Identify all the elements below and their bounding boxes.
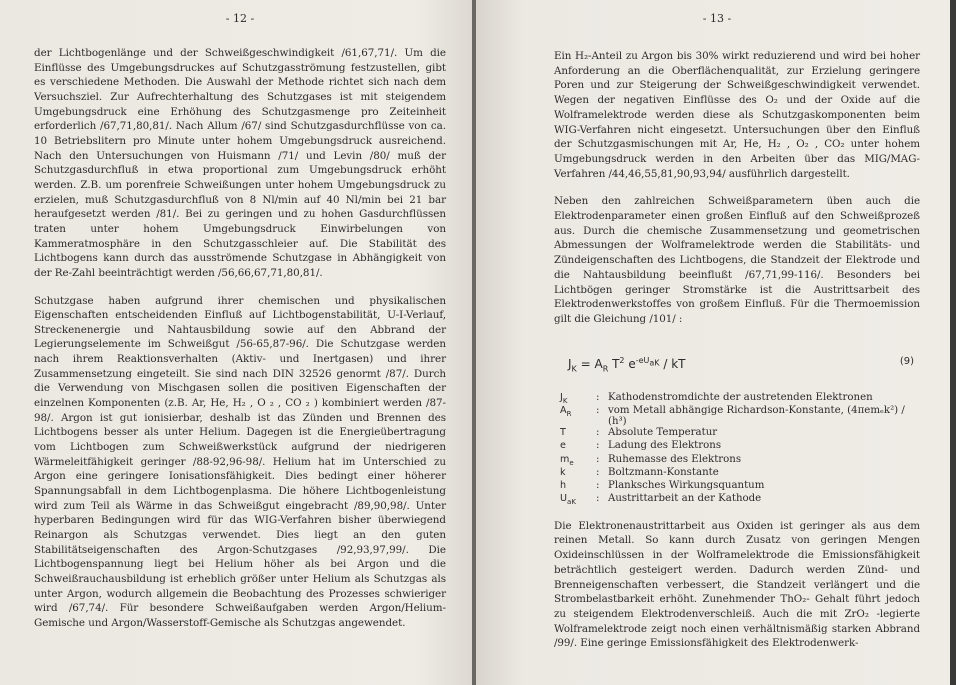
symbol-description: Austrittarbeit an der Kathode [608,493,762,505]
symbol-row [560,440,920,453]
page-number: - 12 - [225,12,255,25]
symbol-separator: : [596,426,600,438]
thermoemission-equation [554,340,920,388]
symbol-separator: : [596,493,600,505]
symbol: $U_{aK}$ [560,493,576,507]
paragraph: der Lichtbogenlänge und der Schweißgeschwindigkeit /61,67,71/. Um die Einflüsse des Umgebungsdruckes auf Schutzgasströmung festzustellen, gibt es verschiedene Methoden. Die Auswahl der Methode richtet sich nach dem Versuchsziel. Zur Aufrechterhaltung des Schutzgases ist mit steigendem Umgebungsdruck eine Erhöhung des Schutzgasmenge pro Zeiteinheit erforderlich /67,71,80,81/. Nach Allum /67/ sind Schutzgasdurchflüsse von ca. 10 Betriebslitern pro Minute unter hohem Umgebungsdruck ausreichend. Nach den Untersuchungen von Huismann /71/ und Levin /80/ muß der Schutzgasdurchfluß in etwa proportional zum Umgebungsdruck erhöht werden. Z.B. um porenfreie Schweißungen unter hohem Umgebungsdruck zu erzielen, muß Schutzgasdurchfluß von 8 Nl/min auf 40 Nl/min bei 21 bar heraufgesetzt werden /81/. Bei zu geringen und zu hohen Gasdurchflüssen traten unter hohem Umgebungsdruck Einwirbelungen von Kammeratmosphäre in den Schutzgasschleier auf. Die Stabilität des Lichtbogens kann durch das ausströmende Schutzgase in Abhängigkeit von der Re-Zahl beeinträchtigt werden /56,66,67,71,80,81/. [34,47,446,279]
symbol: $A_R$ [560,404,572,418]
symbol-separator: : [596,391,600,403]
symbol-description: Kathodenstromdichte der austretenden Elektronen [608,391,873,403]
symbol-description: Planksches Wirkungsquantum [608,480,765,492]
symbol-row [560,467,920,480]
symbol-row [560,454,920,467]
symbol-description: Boltzmann-Konstante [608,466,719,478]
symbol-row [560,480,920,493]
symbol: $m_e$ [560,453,574,467]
symbol-description: vom Metall abhängige Richardson-Konstante, (4πemₑk²) / (h³) [608,404,905,427]
symbol: k [560,466,566,478]
paragraph: Ein H₂-Anteil zu Argon bis 30% wirkt reduzierend und wird bei hoher Anforderung an die Oberflächenqualität, zur Erzielung geringere Poren und zur Steigerung der Schweißgeschwindigkeit verwendet. Wegen der negativen Einflüsse des O₂ und der Oxide auf die Wolframelektrode werden diese als Schutzgaskomponenten beim WIG-Verfahren nicht eingesetzt. Untersuchungen über den Einfluß der Schutzgasmischungen mit Ar, He, H₂ , O₂ , CO₂ unter hohem Umgebungsdruck werden in den Arbeiten über das MIG/MAG-Verfahren /44,46,55,81,90,93,94/ ausführlich dargestellt. [554,50,920,180]
paragraph: Schutzgase haben aufgrund ihrer chemischen und physikalischen Eigenschaften entscheidenden Einfluß auf Lichtbogenstabilität, U-I-Verlauf, Streckenenergie und Nahtausbildung sowie auf den Abbrand der Legierungselemente im Schweißgut /56-65,87-96/. Die Schutzgase werden nach ihrem Reaktionsverhalten (Aktiv- und Inertgasen) und ihrer Zusammensetzung eingeteilt. Sie sind nach DIN 32526 genormt /87/. Durch die Verwendung von Mischgasen sollen die positiven Eigenschaften der einzelnen Komponenten (z.B. Ar, He, H₂ , O ₂ , CO ₂ ) kombiniert werden /87-98/. Argon ist gut ionisierbar, deshalb ist das Zünden und Brennen des Lichtbogens besser als unter Helium. Dagegen ist die Energieübertragung vom Lichtbogen zum Schweißwerkstück aufgrund der niedrigeren Wärmeleitfähigkeit geringer /88-92,96-98/. Helium hat im Unterschied zu Argon eine geringere Ionisationsfähigkeit. Dies bedingt einer höherer Spannungsabfall in dem Lichtbogenplasma. Die höhere Lichtbogenleistung wird zum Teil als Wärme in das Schweißgut eingebracht /89,90,98/. Unter hyperbaren Bedingungen wird für das WIG-Verfahren bisher überwiegend Reinargon als Schutzgas verwendet. Dies liegt an den guten Stabilitätseigenschaften des Argon-Schutzgases /92,93,97,99/. Die Lichtbogenspannung liegt bei Helium höher als bei Argon und die Schweißrauchausbildung ist erheblich größer unter Helium als Schutzgas als unter Argon, wodurch allgemein die Beobachtung des Prozesses schwieriger wird /67,74/. Für besondere Schweißaufgaben werden Argon/Helium-Gemische und Argon/Wasserstoff-Gemische als Schutzgas angewendet. [34,294,446,629]
symbol-row [560,405,920,427]
right-page [476,0,950,685]
symbol-separator: : [596,453,600,465]
symbol-separator: : [596,466,600,478]
symbol-separator: : [596,404,600,416]
symbol-description: Ruhemasse des Elektrons [608,453,742,465]
symbol-legend [560,392,920,507]
symbol-separator: : [596,480,600,492]
symbol: e [560,440,566,452]
symbol-description: Ladung des Elektrons [608,440,722,452]
symbol-row [560,392,920,405]
equation-number: (9) [899,355,914,367]
paragraph: Neben den zahlreichen Schweißparametern üben auch die Elektrodenparameter einen großen Einfluß auf den Schweißprozeß aus. Durch die chemische Zusammensetzung und geometrischen Abmessungen der Wolframelektrode werden die Stabilitäts- und Zündeigenschaften des Lichtbogens, die Standzeit der Elektrode und die Nahtausbildung beeinflußt /67,71,99-116/. Besonders bei Lichtbögen geringer Stromstärke ist die Austrittsarbeit des Elektrodenwerkstoffes von großem Einfluß. Für die Thermoemission gilt die Gleichung /101/ : [554,195,920,325]
symbol-separator: : [596,440,600,452]
symbol: T [560,426,566,438]
paragraph: Die Elektronenaustrittarbeit aus Oxiden ist geringer als aus dem reinen Metall. So kann durch Zusatz von geringen Mengen Oxideinschlüssen in der Wolframelektrode die Emissionsfähigkeit beträchtlich gesteigert werden. Dadurch werden Zünd- und Brenneigenschaften verbessert, die Standzeit verlängert und die Strombelastbarkeit erhöht. Zunehmender ThO₂- Gehalt führt jedoch zu steigendem Elektrodenverschleiß. Auch die mit ZrO₂ -legierte Wolframelektrode zeigt noch einen verhältnismäßig starken Abbrand /99/. Eine geringe Emissionsfähigkeit des Elektrodenwerk- [554,519,920,650]
symbol-row [560,493,920,506]
left-page [0,0,472,685]
page-number: - 13 - [702,12,732,25]
symbol: $J_K$ [560,391,568,405]
symbol-description: Absolute Temperatur [608,426,718,438]
equation-body: $J_K = A_R$ $T^2$ $e^{-eU_{aK}}$ / kT [568,355,686,374]
symbol: h [560,480,567,492]
symbol-row [560,427,920,440]
